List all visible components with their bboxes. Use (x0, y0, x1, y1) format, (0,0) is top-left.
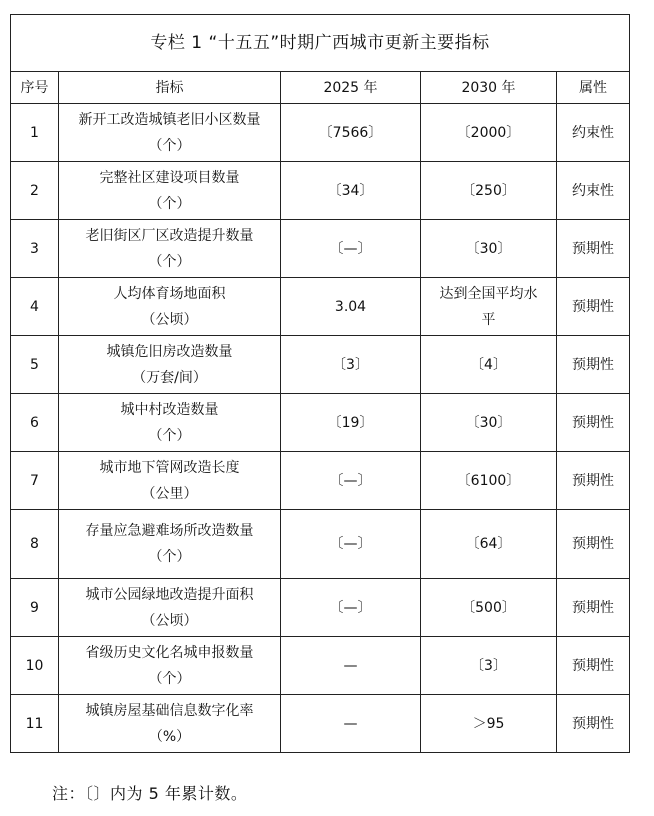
row-value-2025: 3.04 (281, 278, 421, 336)
row-value-2025: 〔34〕 (281, 162, 421, 220)
row-value-2025: 〔—〕 (281, 510, 421, 579)
row-attribute: 预期性 (557, 452, 630, 510)
row-attribute: 预期性 (557, 695, 630, 753)
row-indicator-line: （公顷） (141, 612, 198, 629)
row-indicator-line: 城市公园绿地改造提升面积 (85, 586, 254, 603)
row-value-2025: 〔—〕 (281, 452, 421, 510)
row-indicator (59, 452, 281, 510)
row-value-2030: 〔2000〕 (421, 104, 557, 162)
row-indicator-line: （个） (148, 137, 191, 154)
table-row (11, 394, 630, 452)
row-value-2030: 〔4〕 (421, 336, 557, 394)
table-row (11, 162, 630, 220)
row-attribute: 约束性 (557, 104, 630, 162)
row-indicator-line: 城市地下管网改造长度 (99, 459, 240, 476)
row-value-2025: 〔7566〕 (281, 104, 421, 162)
row-indicator-line: （个） (148, 549, 191, 565)
row-value-2025: 〔19〕 (281, 394, 421, 452)
row-attribute: 约束性 (557, 162, 630, 220)
row-number: 1 (11, 104, 59, 162)
row-number: 10 (11, 637, 59, 695)
row-indicator-line: （%） (148, 728, 191, 745)
row-number: 9 (11, 579, 59, 637)
row-indicator (59, 637, 281, 695)
row-indicator-line: 存量应急避难场所改造数量 (85, 523, 254, 539)
row-value-2030: 〔64〕 (421, 510, 557, 579)
row-indicator-line: 新开工改造城镇老旧小区数量 (78, 111, 261, 128)
table-row (11, 336, 630, 394)
row-value-2025: 〔3〕 (281, 336, 421, 394)
row-value-2030: 〔6100〕 (421, 452, 557, 510)
row-indicator-line: 城镇危旧房改造数量 (106, 343, 233, 360)
table-title: 专栏 1 “十五五”时期广西城市更新主要指标 (11, 15, 630, 72)
header-2030: 2030 年 (421, 72, 557, 104)
row-attribute: 预期性 (557, 278, 630, 336)
row-indicator-line: 完整社区建设项目数量 (99, 169, 240, 186)
row-number: 6 (11, 394, 59, 452)
row-value-2025: 〔—〕 (281, 579, 421, 637)
row-indicator (59, 162, 281, 220)
row-indicator (59, 695, 281, 753)
indicator-table-container (10, 14, 629, 753)
table-row (11, 104, 630, 162)
row-value-2025: 〔—〕 (281, 220, 421, 278)
row-indicator-line: 省级历史文化名城申报数量 (85, 644, 254, 661)
row-attribute: 预期性 (557, 394, 630, 452)
row-indicator-line: 老旧街区厂区改造提升数量 (85, 227, 254, 244)
row-indicator-line: 城中村改造数量 (120, 401, 219, 418)
row-value-2030: 〔3〕 (421, 637, 557, 695)
row-number: 2 (11, 162, 59, 220)
row-indicator (59, 510, 281, 579)
row-indicator-line: （个） (148, 195, 191, 212)
table-row (11, 452, 630, 510)
table-row (11, 579, 630, 637)
row-indicator-line: 城镇房屋基础信息数字化率 (85, 702, 254, 719)
row-indicator (59, 336, 281, 394)
row-value-2030-line: 平 (481, 311, 496, 328)
row-attribute: 预期性 (557, 336, 630, 394)
row-attribute: 预期性 (557, 579, 630, 637)
row-attribute: 预期性 (557, 510, 630, 579)
row-value-2030-line: 达到全国平均水 (439, 285, 538, 302)
row-number: 4 (11, 278, 59, 336)
row-value-2030: 〔30〕 (421, 394, 557, 452)
table-row (11, 695, 630, 753)
row-value-2025: — (281, 695, 421, 753)
row-value-2030: 〔30〕 (421, 220, 557, 278)
header-no: 序号 (11, 72, 59, 104)
row-attribute: 预期性 (557, 220, 630, 278)
row-value-2030: 〔500〕 (421, 579, 557, 637)
row-number: 5 (11, 336, 59, 394)
header-attribute: 属性 (557, 72, 630, 104)
row-indicator (59, 220, 281, 278)
row-indicator-line: （个） (148, 670, 191, 687)
row-number: 11 (11, 695, 59, 753)
row-indicator-line: 人均体育场地面积 (113, 285, 226, 302)
row-indicator (59, 104, 281, 162)
row-indicator (59, 394, 281, 452)
row-indicator-line: （万套/间） (132, 369, 207, 386)
row-indicator-line: （公顷） (141, 311, 198, 328)
row-indicator-line: （个） (148, 253, 191, 270)
indicator-table (10, 14, 630, 753)
table-row (11, 220, 630, 278)
row-indicator-line: （个） (148, 427, 191, 444)
table-row (11, 637, 630, 695)
row-number: 3 (11, 220, 59, 278)
row-attribute: 预期性 (557, 637, 630, 695)
header-2025: 2025 年 (281, 72, 421, 104)
row-value-2025: — (281, 637, 421, 695)
row-number: 8 (11, 510, 59, 579)
row-value-2030: 〔250〕 (421, 162, 557, 220)
table-row (11, 510, 630, 579)
table-note: 注：〔〕内为 5 年累计数。 (52, 784, 248, 803)
row-indicator (59, 278, 281, 336)
row-number: 7 (11, 452, 59, 510)
row-value-2030 (421, 278, 557, 336)
table-row (11, 278, 630, 336)
row-indicator-line: （公里） (141, 485, 198, 502)
row-value-2030: ＞95 (421, 695, 557, 753)
row-indicator (59, 579, 281, 637)
header-indicator: 指标 (59, 72, 281, 104)
header-row (11, 72, 630, 104)
